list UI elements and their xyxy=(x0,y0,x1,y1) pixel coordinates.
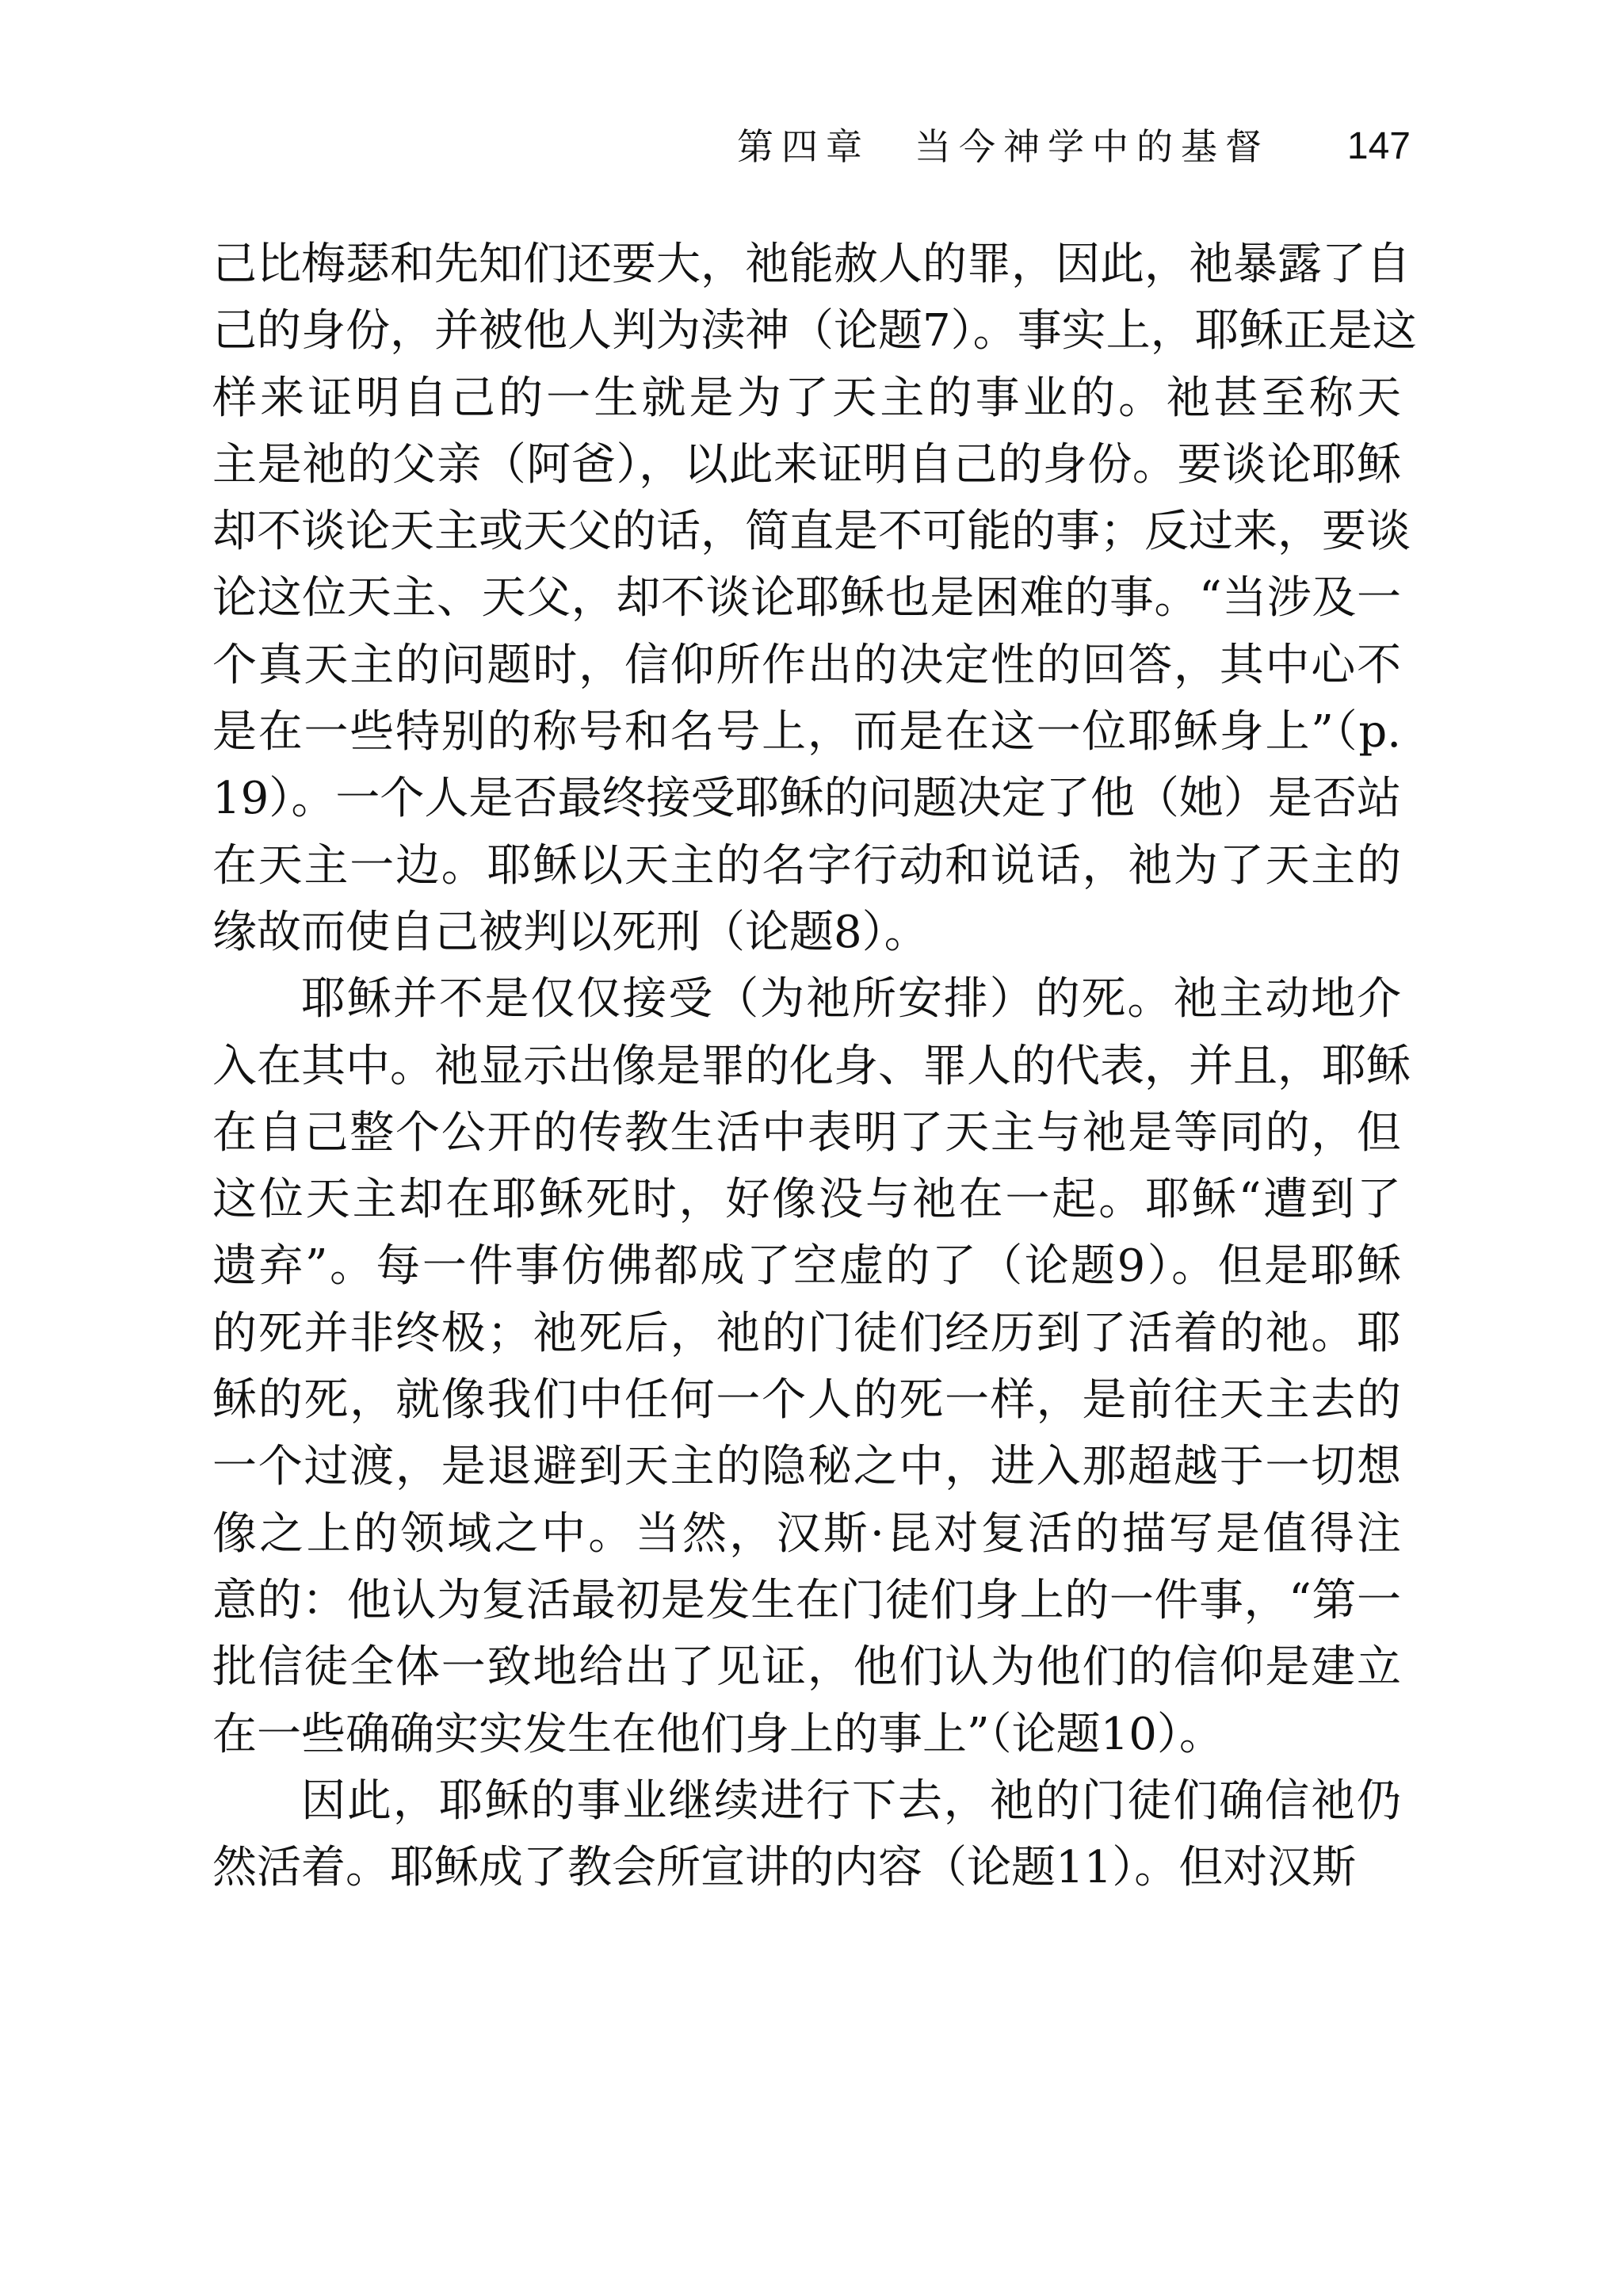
text-line: 意的：他认为复活最初是发生在门徒们身上的一件事，“第一 xyxy=(212,1574,1401,1626)
text-line: 这位天主却在耶稣死时，好像没与祂在一起。耶稣“遭到了 xyxy=(212,1174,1401,1226)
page-number: 147 xyxy=(1346,125,1411,167)
paragraph xyxy=(212,1768,1401,1902)
text-line: 因此，耶稣的事业继续进行下去，祂的门徒们确信祂仍 xyxy=(301,1775,1401,1827)
text-line: 在自己整个公开的传教生活中表明了天主与祂是等同的，但 xyxy=(212,1106,1401,1159)
text-line: 在天主一边。耶稣以天主的名字行动和说话，祂为了天主的 xyxy=(212,839,1401,892)
paragraph xyxy=(212,231,1417,966)
text-line: 样来证明自己的一生就是为了天主的事业的。祂甚至称天 xyxy=(212,372,1401,424)
text-line: 己比梅瑟和先知们还要大，祂能赦人的罪，因此，祂暴露了自 xyxy=(212,239,1411,290)
text-line: 入在其中。祂显示出像是罪的化身、罪人的代表，并且，耶稣 xyxy=(212,1040,1411,1092)
text-line: 的死并非终极；祂死后，祂的门徒们经历到了活着的祂。耶 xyxy=(212,1307,1401,1359)
text-line: 遗弃”。每一件事仿佛都成了空虚的了（论题9）。但是耶稣 xyxy=(212,1240,1401,1293)
text-line: 论这位天主、天父，却不谈论耶稣也是困难的事。“当涉及一 xyxy=(212,572,1401,625)
text-line: 像之上的领域之中。当然，汉斯·昆对复活的描写是值得注 xyxy=(212,1507,1401,1560)
running-header xyxy=(737,119,1411,174)
text-line: 在一些确确实实发生在他们身上的事上”（论题10）。 xyxy=(212,1708,1224,1760)
text-line: 是在一些特别的称号和名号上，而是在这一位耶稣身上”（p. xyxy=(212,706,1401,758)
body-text xyxy=(212,231,1417,1901)
text-line: 却不谈论天主或天父的话，简直是不可能的事；反过来，要谈 xyxy=(212,506,1411,558)
text-line: 缘故而使自己被判以死刑（论题8）。 xyxy=(212,906,929,958)
text-line: 己的身份，并被他人判为渎神（论题7）。事实上，耶稣正是这 xyxy=(212,305,1417,357)
chapter-title: 第四章 当今神学中的基督 xyxy=(737,125,1270,168)
text-line: 一个过渡，是退避到天主的隐秘之中，进入那超越于一切想 xyxy=(212,1441,1401,1493)
text-line: 耶稣并不是仅仅接受（为祂所安排）的死。祂主动地介 xyxy=(301,973,1401,1026)
text-line: 19）。一个人是否最终接受耶稣的问题决定了他（她）是否站 xyxy=(212,773,1401,825)
text-line: 稣的死，就像我们中任何一个人的死一样，是前往天主去的 xyxy=(212,1374,1401,1427)
text-line: 然活着。耶稣成了教会所宣讲的内容（论题11）。但对汉斯 xyxy=(212,1842,1357,1894)
text-line: 个真天主的问题时，信仰所作出的决定性的回答，其中心不 xyxy=(212,639,1401,691)
paragraph xyxy=(212,966,1411,1768)
text-line: 批信徒全体一致地给出了见证，他们认为他们的信仰是建立 xyxy=(212,1641,1401,1694)
text-line: 主是祂的父亲（阿爸），以此来证明自己的身份。要谈论耶稣 xyxy=(212,438,1401,491)
